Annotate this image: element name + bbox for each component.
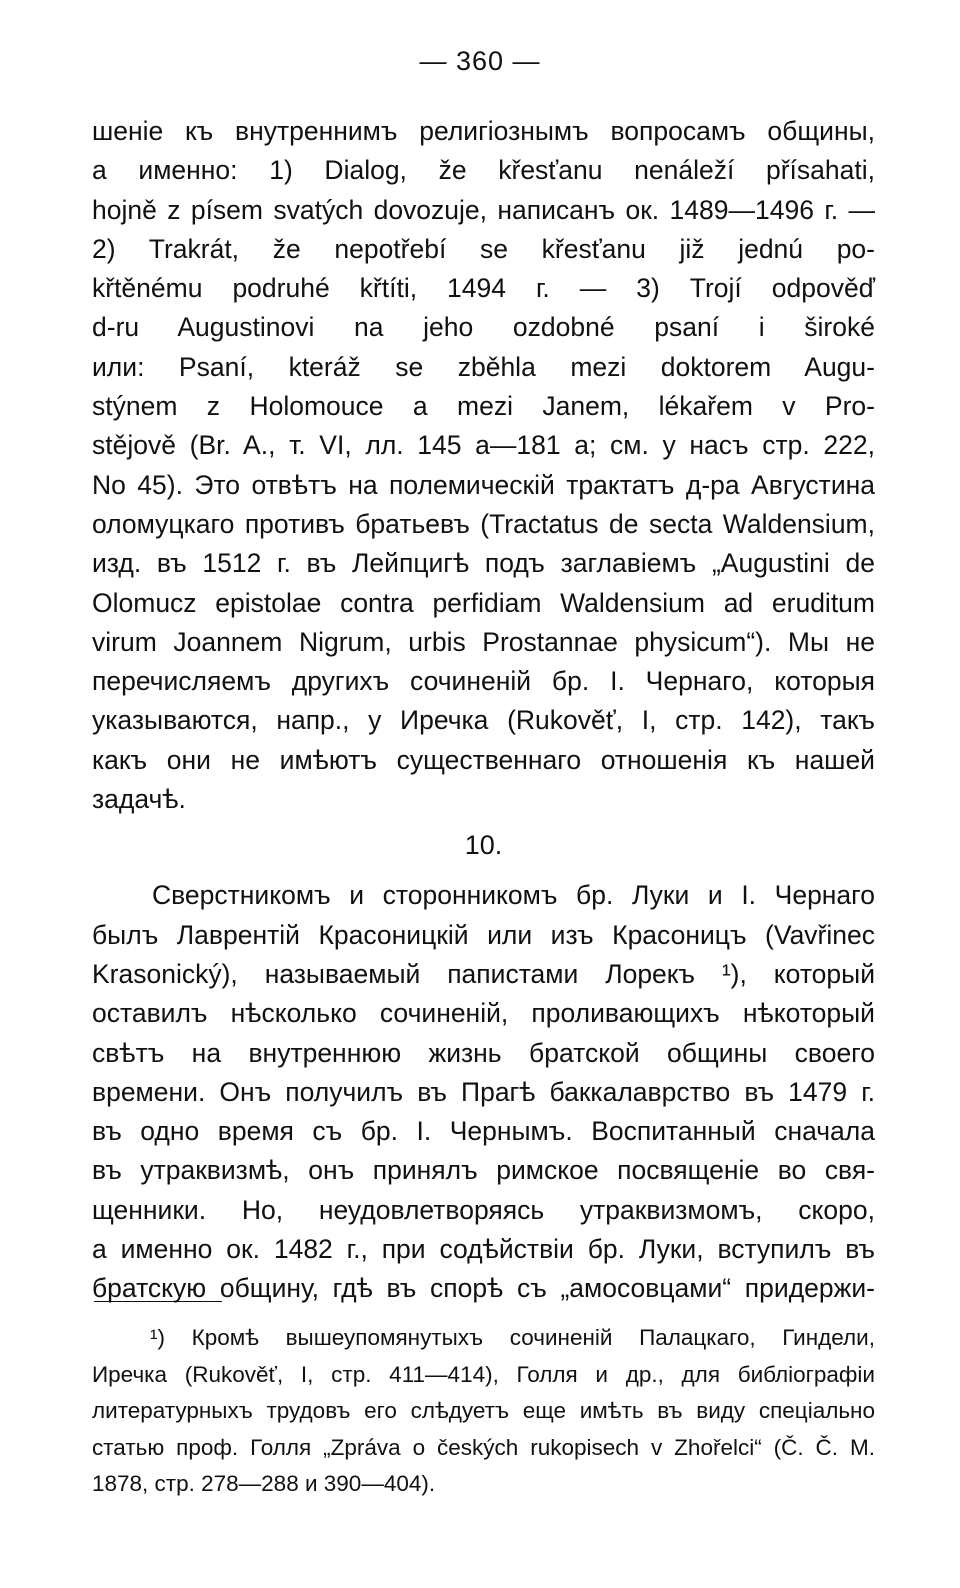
text-line: hojně z písem svatých dovozuje, написанъ ок. 1489—1496 г. — [92, 194, 875, 225]
text-line: шеніе къ внутреннимъ религіознымъ вопросамъ общины, [92, 116, 875, 146]
footnote-line: Иречка (Rukověť, I, стр. 411—414), Голля и др., для библіографіи [92, 1361, 875, 1387]
footnote-line: литературныхъ трудовъ его слѣдуетъ еще имѣть въ виду спеціально [92, 1398, 875, 1423]
text-line: а именно ок. 1482 г., при содѣйствіи бр. Луки, вступилъ въ [92, 1234, 875, 1265]
text-line: перечисляемъ другихъ сочиненій бр. I. Чернаго, которыя [92, 666, 875, 697]
text-line: 2) Trakrát, že nepotřebí se křesťanu již jednú po- [92, 233, 875, 264]
text-line: stějově (Br. A., т. VI, лл. 145 а—181 а; см. у насъ стр. 222, [92, 430, 875, 461]
paragraph-section-10 [92, 876, 875, 1308]
text-line: Сверстникомъ и сторонникомъ бр. Луки и I. Чернаго [152, 880, 875, 911]
text-line: свѣтъ на внутреннюю жизнь братской общины своего [92, 1037, 875, 1068]
footnote-divider [94, 1301, 222, 1302]
text-line: křtěnému podruhé křtíti, 1494 г. — 3) Trojí odpověď [92, 273, 875, 304]
text-line: щенники. Но, неудовлетворяясь утраквизмомъ, скоро, [92, 1194, 875, 1225]
text-line: указываются, напр., у Иречка (Rukověť, I, стр. 142), такъ [92, 705, 875, 736]
section-number: 10. [464, 830, 503, 861]
text-line: задачѣ. [92, 784, 186, 815]
footnote-line: 1878, стр. 278—288 и 390—404). [92, 1471, 436, 1496]
text-line: или: Psaní, kteráž se zběhla mezi doktorem Augu- [92, 351, 875, 382]
text-line: былъ Лаврентій Красоницкій или изъ Красоницъ (Vavřinec [92, 919, 875, 950]
text-line: virum Joannem Nigrum, urbis Prostannae physicum“). Мы не [92, 626, 875, 657]
text-line: stýnem z Holomouce a mezi Janem, lékařem v Pro- [92, 391, 875, 422]
text-line: изд. въ 1512 г. въ Лейпцигѣ подъ заглавіемъ „Augustini de [92, 548, 875, 579]
text-line: какъ они не имѣютъ существеннаго отношенія къ нашей [92, 744, 875, 775]
text-line: братскую общину, гдѣ въ спорѣ съ „амосовцами“ придержи- [92, 1273, 875, 1304]
text-line: d-ru Augustinovi na jeho ozdobné psaní i široké [92, 312, 875, 343]
text-line: оломуцкаго противъ братьевъ (Tractatus de secta Waldensium, [92, 508, 875, 539]
page-number: — 360 — [419, 46, 541, 76]
text-line: Olomucz epistolae contra perfidiam Waldensium ad eruditum [92, 587, 875, 618]
text-line: въ утраквизмѣ, онъ принялъ римское посвященіе во свя- [92, 1155, 875, 1186]
text-line: а именно: 1) Dialog, že křesťanu nenáleží přísahati, [92, 155, 875, 186]
paragraph-continuation [92, 112, 875, 819]
text-line: No 45). Это отвѣтъ на полемическій трактатъ д-ра Августина [92, 469, 875, 500]
text-line: въ одно время съ бр. I. Чернымъ. Воспитанный сначала [92, 1116, 875, 1147]
footnote-line: ¹) Кромѣ вышеупомянутыхъ сочиненій Палацкаго, Гиндели, [150, 1325, 875, 1350]
footnotes [92, 1320, 875, 1503]
text-line: времени. Онъ получилъ въ Прагѣ баккалаврство въ 1479 г. [92, 1076, 875, 1107]
footnote-line: статью проф. Голля „Zpráva o českých rukopisech v Zhořelci“ (Č. Č. M. [92, 1434, 875, 1460]
text-line: оставилъ нѣсколько сочиненій, проливающихъ нѣкоторый [92, 998, 875, 1029]
text-line: Krasonický), называемый папистами Лорекъ ¹), который [92, 958, 875, 989]
body-text [92, 112, 875, 1309]
